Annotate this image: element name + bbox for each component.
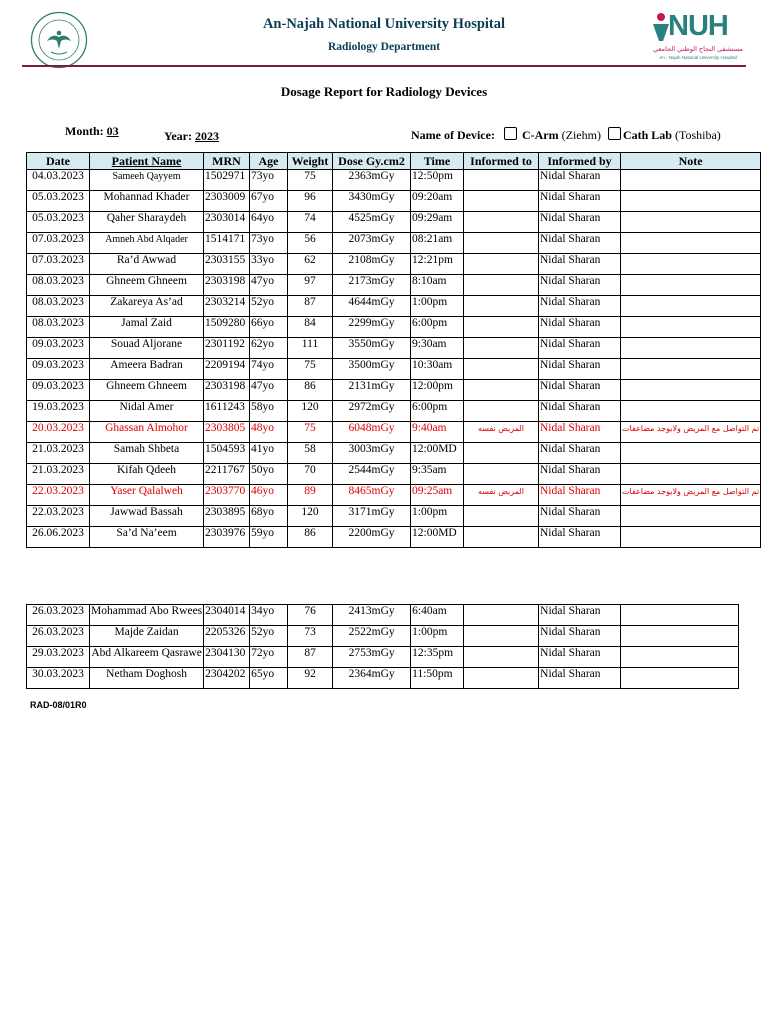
- cell-patient-name: Ameera Badran: [90, 359, 204, 380]
- cell-informed-to: [464, 296, 539, 317]
- cell-time: 09:20am: [411, 191, 464, 212]
- cath-lab-label: Cath Lab: [622, 128, 672, 142]
- cell-age: 73yo: [250, 170, 288, 191]
- cell-mrn: 2304014: [204, 605, 250, 626]
- cell-mrn: 2301192: [204, 338, 250, 359]
- cell-dose: 4644mGy: [333, 296, 411, 317]
- cell-weight: 75: [288, 359, 333, 380]
- cell-date: 26.03.2023: [27, 626, 90, 647]
- table-row: [27, 422, 761, 443]
- col-note: Note: [621, 153, 761, 170]
- cell-informed-by: Nidal Sharan: [539, 296, 621, 317]
- cell-note: تم التواصل مع المريض ولايوجد مضاعفات: [621, 422, 761, 443]
- cell-informed-to: [464, 647, 539, 668]
- cell-dose: 2522mGy: [333, 626, 411, 647]
- cell-weight: 56: [288, 233, 333, 254]
- c-arm-checkbox[interactable]: [504, 127, 517, 140]
- department-name: Radiology Department: [327, 41, 441, 53]
- table-row: [27, 359, 761, 380]
- col-date: Date: [27, 153, 90, 170]
- cell-patient-name: Jawwad Bassah: [90, 506, 204, 527]
- cell-patient-name: Kifah Qdeeh: [90, 464, 204, 485]
- cell-mrn: 2304202: [204, 668, 250, 689]
- cell-mrn: 2303009: [204, 191, 250, 212]
- cell-age: 47yo: [250, 380, 288, 401]
- cell-informed-to: المريض نفسه: [464, 422, 539, 443]
- cell-date: 29.03.2023: [27, 647, 90, 668]
- cell-time: 6:00pm: [411, 401, 464, 422]
- cell-mrn: 2303895: [204, 506, 250, 527]
- table-row: [27, 464, 761, 485]
- cell-weight: 120: [288, 401, 333, 422]
- cell-patient-name: Ghassan Almohor: [90, 422, 204, 443]
- cell-informed-by: Nidal Sharan: [539, 170, 621, 191]
- nuh-logo: [648, 12, 748, 64]
- cell-age: 59yo: [250, 527, 288, 548]
- cell-note: [621, 380, 761, 401]
- cell-patient-name: Nidal Amer: [90, 401, 204, 422]
- cell-time: 6:00pm: [411, 317, 464, 338]
- col-mrn: MRN: [204, 153, 250, 170]
- col-weight: Weight: [288, 153, 333, 170]
- cell-patient-name: Ghneem Ghneem: [90, 380, 204, 401]
- table-row: [27, 605, 739, 626]
- table-row: [27, 170, 761, 191]
- table-row: [27, 275, 761, 296]
- cell-age: 68yo: [250, 506, 288, 527]
- cell-dose: 2299mGy: [333, 317, 411, 338]
- cell-informed-to: [464, 275, 539, 296]
- cell-weight: 96: [288, 191, 333, 212]
- cell-informed-by: Nidal Sharan: [539, 506, 621, 527]
- cell-time: 11:50pm: [411, 668, 464, 689]
- cell-mrn: 2303198: [204, 380, 250, 401]
- cell-mrn: 1509280: [204, 317, 250, 338]
- cell-age: 34yo: [250, 605, 288, 626]
- cath-lab-model: (Toshiba): [674, 128, 721, 142]
- cell-informed-to: [464, 170, 539, 191]
- col-informed-by: Informed by: [539, 153, 621, 170]
- cell-informed-by: Nidal Sharan: [539, 527, 621, 548]
- cell-dose: 2200mGy: [333, 527, 411, 548]
- table-row: [27, 443, 761, 464]
- cell-weight: 84: [288, 317, 333, 338]
- cell-weight: 73: [288, 626, 333, 647]
- cell-informed-to: [464, 605, 539, 626]
- cell-patient-name: Majde Zaidan: [90, 626, 204, 647]
- cell-date: 20.03.2023: [27, 422, 90, 443]
- cell-weight: 86: [288, 380, 333, 401]
- logo-text: NUH: [668, 10, 728, 42]
- cell-note: [621, 464, 761, 485]
- cell-age: 74yo: [250, 359, 288, 380]
- cell-patient-name: Mohannad Khader: [90, 191, 204, 212]
- form-code: RAD-08/01R0: [30, 700, 87, 710]
- cell-time: 12:00MD: [411, 527, 464, 548]
- cell-weight: 97: [288, 275, 333, 296]
- cell-informed-by: Nidal Sharan: [539, 422, 621, 443]
- cell-age: 62yo: [250, 338, 288, 359]
- logo-subtitle: An - Najah National University Hospital: [659, 55, 737, 60]
- cell-date: 30.03.2023: [27, 668, 90, 689]
- cell-informed-by: Nidal Sharan: [539, 191, 621, 212]
- cell-age: 50yo: [250, 464, 288, 485]
- cell-mrn: 2303770: [204, 485, 250, 506]
- cell-weight: 74: [288, 212, 333, 233]
- cell-mrn: 2211767: [204, 464, 250, 485]
- cell-informed-by: Nidal Sharan: [539, 401, 621, 422]
- col-patient-name: Patient Name: [90, 153, 204, 170]
- cell-weight: 111: [288, 338, 333, 359]
- table-row: [27, 647, 739, 668]
- cell-informed-by: Nidal Sharan: [539, 254, 621, 275]
- cell-age: 41yo: [250, 443, 288, 464]
- cell-date: 08.03.2023: [27, 275, 90, 296]
- cell-informed-to: [464, 359, 539, 380]
- cell-patient-name: Samah Shbeta: [90, 443, 204, 464]
- table-header-row: [27, 153, 761, 170]
- cell-weight: 70: [288, 464, 333, 485]
- cell-note: تم التواصل مع المريض ولايوجد مضاعفات: [621, 485, 761, 506]
- month-field: [65, 124, 119, 139]
- cell-informed-by: Nidal Sharan: [539, 443, 621, 464]
- cell-date: 04.03.2023: [27, 170, 90, 191]
- cell-informed-by: Nidal Sharan: [539, 233, 621, 254]
- device-label: Name of Device:: [411, 128, 495, 142]
- table-row: [27, 338, 761, 359]
- cell-informed-to: [464, 191, 539, 212]
- cell-time: 08:21am: [411, 233, 464, 254]
- cell-date: 07.03.2023: [27, 233, 90, 254]
- cell-weight: 76: [288, 605, 333, 626]
- cell-weight: 92: [288, 668, 333, 689]
- table-row: [27, 317, 761, 338]
- cell-mrn: 1502971: [204, 170, 250, 191]
- cell-informed-to: [464, 443, 539, 464]
- cell-informed-to: [464, 668, 539, 689]
- cell-informed-to: [464, 464, 539, 485]
- cell-note: [621, 443, 761, 464]
- cell-dose: 2108mGy: [333, 254, 411, 275]
- dosage-table-continued: [26, 604, 739, 689]
- col-time: Time: [411, 153, 464, 170]
- cell-patient-name: Amneh Abd Alqader: [90, 233, 204, 254]
- cell-time: 9:35am: [411, 464, 464, 485]
- cell-note: [621, 401, 761, 422]
- cell-informed-to: [464, 317, 539, 338]
- cell-age: 46yo: [250, 485, 288, 506]
- cell-time: 12:50pm: [411, 170, 464, 191]
- cath-lab-checkbox[interactable]: [608, 127, 621, 140]
- cell-dose: 2173mGy: [333, 275, 411, 296]
- cell-time: 1:00pm: [411, 296, 464, 317]
- cell-weight: 89: [288, 485, 333, 506]
- month-value: 03: [106, 124, 119, 138]
- cell-patient-name: Qaher Sharaydeh: [90, 212, 204, 233]
- col-dose: Dose Gy.cm2: [333, 153, 411, 170]
- cell-dose: 8465mGy: [333, 485, 411, 506]
- cell-dose: 3550mGy: [333, 338, 411, 359]
- cell-patient-name: Mohammad Abo Rwees: [90, 605, 204, 626]
- cell-date: 21.03.2023: [27, 464, 90, 485]
- cell-patient-name: Sa’d Na’eem: [90, 527, 204, 548]
- cell-age: 52yo: [250, 626, 288, 647]
- cell-patient-name: Jamal Zaid: [90, 317, 204, 338]
- cell-dose: 3430mGy: [333, 191, 411, 212]
- cell-note: [621, 647, 739, 668]
- cell-age: 65yo: [250, 668, 288, 689]
- cell-time: 6:40am: [411, 605, 464, 626]
- table-row: [27, 254, 761, 275]
- cell-mrn: 2303214: [204, 296, 250, 317]
- cell-note: [621, 605, 739, 626]
- cell-mrn: 1514171: [204, 233, 250, 254]
- year-field: [164, 129, 219, 144]
- table-row: [27, 401, 761, 422]
- cell-time: 12:35pm: [411, 647, 464, 668]
- col-informed-to: Informed to: [464, 153, 539, 170]
- cell-note: [621, 626, 739, 647]
- cell-date: 08.03.2023: [27, 296, 90, 317]
- cell-note: [621, 170, 761, 191]
- cell-mrn: 1611243: [204, 401, 250, 422]
- cell-mrn: 2303976: [204, 527, 250, 548]
- cell-informed-to: المريض نفسه: [464, 485, 539, 506]
- table-row: [27, 296, 761, 317]
- cell-informed-by: Nidal Sharan: [539, 275, 621, 296]
- cell-informed-by: Nidal Sharan: [539, 212, 621, 233]
- table-row: [27, 485, 761, 506]
- cell-informed-by: Nidal Sharan: [539, 605, 621, 626]
- cell-informed-to: [464, 233, 539, 254]
- cell-date: 19.03.2023: [27, 401, 90, 422]
- cell-informed-by: Nidal Sharan: [539, 626, 621, 647]
- cell-dose: 3171mGy: [333, 506, 411, 527]
- cell-note: [621, 191, 761, 212]
- cell-patient-name: Abd Alkareem Qasrawe: [90, 647, 204, 668]
- cell-mrn: 2303805: [204, 422, 250, 443]
- cell-informed-by: Nidal Sharan: [539, 380, 621, 401]
- cell-mrn: 2303155: [204, 254, 250, 275]
- report-title: Dosage Report for Radiology Devices: [280, 84, 488, 99]
- logo-arabic: مستشفى النجاح الوطني الجامعي: [653, 45, 743, 53]
- cell-informed-by: Nidal Sharan: [539, 647, 621, 668]
- cell-weight: 62: [288, 254, 333, 275]
- cell-dose: 2364mGy: [333, 668, 411, 689]
- cell-weight: 87: [288, 647, 333, 668]
- cell-informed-by: Nidal Sharan: [539, 464, 621, 485]
- cell-dose: 2972mGy: [333, 401, 411, 422]
- cell-dose: 2363mGy: [333, 170, 411, 191]
- cell-dose: 2753mGy: [333, 647, 411, 668]
- cell-note: [621, 338, 761, 359]
- cell-patient-name: Souad Aljorane: [90, 338, 204, 359]
- cell-informed-by: Nidal Sharan: [539, 485, 621, 506]
- cell-weight: 75: [288, 170, 333, 191]
- cell-age: 58yo: [250, 401, 288, 422]
- cell-mrn: 2303014: [204, 212, 250, 233]
- cell-weight: 120: [288, 506, 333, 527]
- cell-age: 67yo: [250, 191, 288, 212]
- cell-note: [621, 506, 761, 527]
- cell-informed-to: [464, 380, 539, 401]
- cell-note: [621, 212, 761, 233]
- cell-patient-name: Zakareya As’ad: [90, 296, 204, 317]
- cell-time: 1:00pm: [411, 626, 464, 647]
- cell-informed-to: [464, 254, 539, 275]
- cell-age: 72yo: [250, 647, 288, 668]
- cell-note: [621, 296, 761, 317]
- cell-dose: 6048mGy: [333, 422, 411, 443]
- table-row: [27, 506, 761, 527]
- cell-informed-to: [464, 527, 539, 548]
- cell-informed-to: [464, 401, 539, 422]
- cell-time: 12:00pm: [411, 380, 464, 401]
- cell-age: 73yo: [250, 233, 288, 254]
- cell-time: 09:29am: [411, 212, 464, 233]
- cell-patient-name: Yaser Qalalweh: [90, 485, 204, 506]
- cell-mrn: 2303198: [204, 275, 250, 296]
- cell-time: 1:00pm: [411, 506, 464, 527]
- cell-mrn: 2304130: [204, 647, 250, 668]
- cell-date: 09.03.2023: [27, 338, 90, 359]
- cell-age: 66yo: [250, 317, 288, 338]
- cell-time: 12:21pm: [411, 254, 464, 275]
- cell-note: [621, 233, 761, 254]
- cell-weight: 86: [288, 527, 333, 548]
- cell-weight: 58: [288, 443, 333, 464]
- cell-patient-name: Netham Doghosh: [90, 668, 204, 689]
- cell-patient-name: Ra’d Awwad: [90, 254, 204, 275]
- dosage-table: [26, 152, 761, 548]
- cell-informed-by: Nidal Sharan: [539, 338, 621, 359]
- cell-time: 8:10am: [411, 275, 464, 296]
- cell-informed-to: [464, 506, 539, 527]
- cell-note: [621, 254, 761, 275]
- cell-date: 21.03.2023: [27, 443, 90, 464]
- cell-time: 9:40am: [411, 422, 464, 443]
- cell-date: 09.03.2023: [27, 359, 90, 380]
- cell-date: 26.03.2023: [27, 605, 90, 626]
- cell-date: 05.03.2023: [27, 212, 90, 233]
- year-label: Year:: [164, 129, 192, 143]
- cell-note: [621, 668, 739, 689]
- cell-age: 33yo: [250, 254, 288, 275]
- cell-informed-by: Nidal Sharan: [539, 668, 621, 689]
- cell-weight: 75: [288, 422, 333, 443]
- c-arm-label: C-Arm: [521, 128, 559, 142]
- col-age: Age: [250, 153, 288, 170]
- month-label: Month:: [65, 124, 104, 138]
- cell-informed-to: [464, 626, 539, 647]
- cell-note: [621, 317, 761, 338]
- cell-time: 10:30am: [411, 359, 464, 380]
- cell-age: 64yo: [250, 212, 288, 233]
- c-arm-model: (Ziehm): [561, 128, 601, 142]
- cell-dose: 2073mGy: [333, 233, 411, 254]
- cell-age: 52yo: [250, 296, 288, 317]
- cell-dose: 4525mGy: [333, 212, 411, 233]
- header-divider: [22, 65, 746, 67]
- cell-informed-to: [464, 338, 539, 359]
- cell-dose: 2413mGy: [333, 605, 411, 626]
- cell-time: 12:00MD: [411, 443, 464, 464]
- table-row: [27, 380, 761, 401]
- cell-patient-name: Ghneem Ghneem: [90, 275, 204, 296]
- cell-dose: 3003mGy: [333, 443, 411, 464]
- cell-weight: 87: [288, 296, 333, 317]
- cell-time: 09:25am: [411, 485, 464, 506]
- cell-date: 07.03.2023: [27, 254, 90, 275]
- cell-informed-to: [464, 212, 539, 233]
- cell-patient-name: Sameeh Qayyem: [90, 170, 204, 191]
- cell-date: 26.06.2023: [27, 527, 90, 548]
- cell-date: 05.03.2023: [27, 191, 90, 212]
- cell-dose: 3500mGy: [333, 359, 411, 380]
- table-row: [27, 191, 761, 212]
- table-row: [27, 668, 739, 689]
- table-row: [27, 626, 739, 647]
- device-field: [411, 127, 721, 143]
- cell-informed-by: Nidal Sharan: [539, 317, 621, 338]
- cell-date: 22.03.2023: [27, 485, 90, 506]
- cell-dose: 2544mGy: [333, 464, 411, 485]
- cell-informed-by: Nidal Sharan: [539, 359, 621, 380]
- cell-date: 08.03.2023: [27, 317, 90, 338]
- cell-date: 22.03.2023: [27, 506, 90, 527]
- cell-note: [621, 359, 761, 380]
- table-row: [27, 527, 761, 548]
- year-value: 2023: [194, 129, 219, 143]
- table-row: [27, 233, 761, 254]
- hospital-name: An-Najah National University Hospital: [262, 16, 506, 32]
- cell-mrn: 1504593: [204, 443, 250, 464]
- table-row: [27, 212, 761, 233]
- cell-time: 9:30am: [411, 338, 464, 359]
- cell-note: [621, 275, 761, 296]
- cell-mrn: 2205326: [204, 626, 250, 647]
- cell-age: 47yo: [250, 275, 288, 296]
- cell-mrn: 2209194: [204, 359, 250, 380]
- cell-age: 48yo: [250, 422, 288, 443]
- cell-date: 09.03.2023: [27, 380, 90, 401]
- cell-note: [621, 527, 761, 548]
- cell-dose: 2131mGy: [333, 380, 411, 401]
